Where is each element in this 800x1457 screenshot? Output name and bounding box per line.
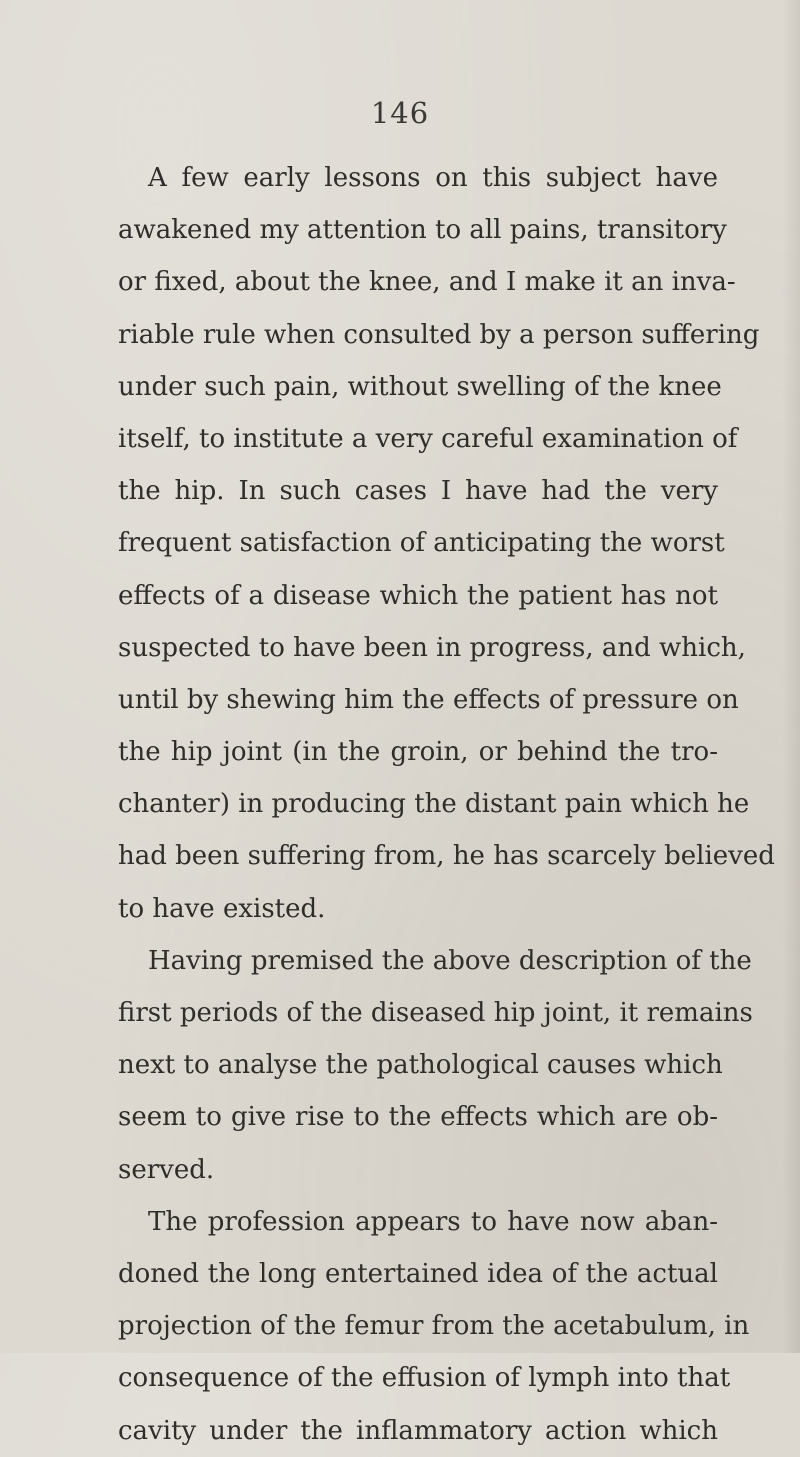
text-line: awakened my attention to all pains, transitory (118, 215, 727, 246)
text-line: or fixed, about the knee, and I make it an inva- (118, 267, 736, 298)
text-line: doned the long entertained idea of the actual (118, 1258, 718, 1289)
page-number: 146 (370, 96, 430, 130)
text-line: Having premised the above description of the (148, 945, 752, 976)
text-line: the hip. In such cases I have had the very (118, 476, 718, 507)
text-line: chanter) in producing the distant pain which he (118, 789, 750, 820)
text-line: under such pain, without swelling of the knee (118, 371, 722, 402)
text-line: suspected to have been in progress, and which, (118, 632, 746, 663)
text-line: served. (118, 1154, 215, 1185)
text-line: seem to give rise to the effects which are ob- (118, 1102, 718, 1133)
text-line: consequence of the effusion of lymph into that (118, 1363, 731, 1394)
text-line: The profession appears to have now aban- (148, 1206, 718, 1237)
text-line: frequent satisfaction of anticipating the worst (118, 528, 725, 559)
text-line: cavity under the inflammatory action which (118, 1415, 718, 1446)
text-line: the hip joint (in the groin, or behind the tro- (118, 737, 718, 768)
text-line: until by shewing him the effects of pressure on (118, 684, 739, 715)
text-line: riable rule when consulted by a person suffering (118, 319, 760, 350)
body-text (118, 152, 775, 1457)
page-edge-shadow (782, 0, 800, 1353)
text-line: to have existed. (118, 893, 326, 924)
text-line: had been suffering from, he has scarcely believed (118, 841, 775, 872)
text-line: projection of the femur from the acetabulum, in (118, 1311, 750, 1342)
text-line: effects of a disease which the patient has not (118, 580, 718, 611)
text-line: first periods of the diseased hip joint, it remains (118, 998, 753, 1028)
text-line: itself, to institute a very careful examination of (118, 423, 738, 454)
text-line: next to analyse the pathological causes which (118, 1050, 723, 1081)
text-line: A few early lessons on this subject have (148, 163, 718, 193)
